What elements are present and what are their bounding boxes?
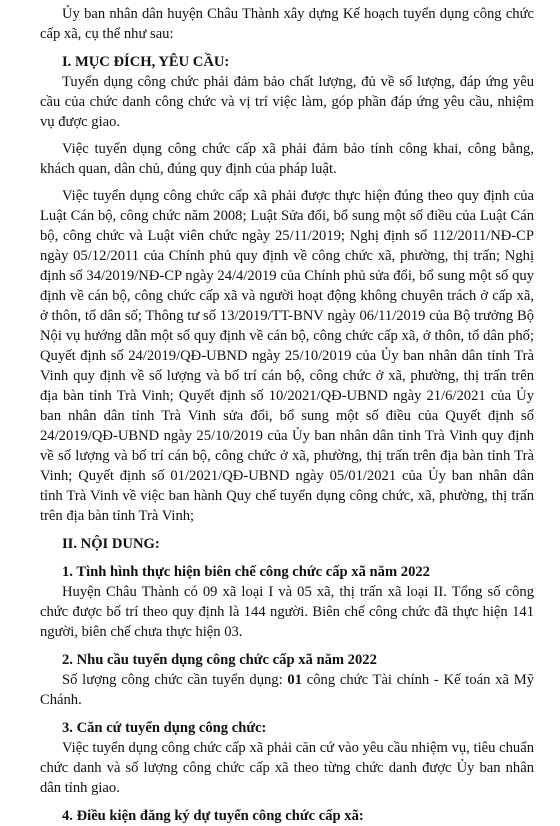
subsection-1-heading: 1. Tình hình thực hiện biên chế công chức cấp xã năm 2022 [62,564,430,580]
section-1-paragraph-3: Việc tuyển dụng công chức cấp xã phải được thực hiện đúng theo quy định của Luật Cán bộ, công chức năm 2008; Luật Sửa đổi, bổ sung một số điều của Luật Cán bộ, công chức và Luật viên chức ngày 25/11/2019; Nghị định số 112/2011/NĐ-CP ngày 05/12/2011 của Chính phủ quy định về công chức xã, phường, thị trấn; Nghị định số 34/2019/NĐ-CP ngày 24/4/2019 của Chính phủ sửa đổi, bổ sung một số quy định về cán bộ, công chức cấp xã và người hoạt động không chuyên trách ở cấp xã, ở thôn, tổ dân số; Thông tư số 13/2019/TT-BNV ngày 06/11/2019 của Bộ trưởng Bộ Nội vụ hướng dẫn một số quy định về cán bộ, công chức cấp xã, ở thôn, tổ dân phố; Quyết định số 24/2019/QĐ-UBND ngày 25/10/2019 của Ủy ban nhân dân tỉnh Trà Vinh quy định về số lượng và bố trí cán bộ, công chức ở xã, phường, thị trấn trên địa bàn tỉnh Trà Vinh; Quyết định số 10/2021/QĐ-UBND ngày 21/6/2021 của Ủy ban nhân dân tỉnh Trà Vinh sửa đổi, bổ sung một số điều của Quyết định số 24/2019/QĐ-UBND ngày 25/10/2019 của Ủy ban nhân dân tỉnh Trà Vinh quy định về số lượng và bố trí cán bộ, công chức ở xã, phường, thị trấn trên địa bàn tỉnh Trà Vinh; Quyết định số 01/2021/QĐ-UBND ngày 05/01/2021 của Ủy ban nhân dân tỉnh Trà Vinh về việc ban hành Quy chế tuyển dụng công chức, xã, phường, thị trấn trên địa bàn tỉnh Trà Vinh; [40,188,534,524]
section-1-heading: I. MỤC ĐÍCH, YÊU CẦU: [62,54,230,70]
intro-paragraph: Ủy ban nhân dân huyện Châu Thành xây dựng Kế hoạch tuyển dụng công chức cấp xã, cụ thể như sau: [40,6,534,42]
section-2-heading: II. NỘI DUNG: [62,536,160,552]
subsection-2-paragraph [40,670,534,710]
subsection-1-paragraph: Huyện Châu Thành có 09 xã loại I và 05 xã, thị trấn xã loại II. Tổng số công chức được bố trí theo quy định là 144 người. Biên chế công chức đã thực hiện 141 người, biên chế chưa thực hiện 03. [40,584,534,640]
subsection-2-heading: 2. Nhu cầu tuyển dụng công chức cấp xã năm 2022 [62,652,377,668]
subsection-3-paragraph: Việc tuyển dụng công chức cấp xã phải căn cứ vào yêu cầu nhiệm vụ, tiêu chuẩn chức danh và số lượng công chức cấp xã theo từng chức danh được Ủy ban nhân dân tỉnh giao. [40,740,534,796]
section-1-paragraph-2: Việc tuyển dụng công chức cấp xã phải đảm bảo tính công khai, công bằng, khách quan, dân chủ, đúng quy định của pháp luật. [40,141,534,177]
subsection-2-text-post: công chức Tài chính - Kế toán xã Mỹ Chánh. [40,672,534,708]
subsection-4-heading: 4. Điều kiện đăng ký dự tuyển công chức cấp xã: [62,808,364,824]
subsection-2-text-pre: Số lượng công chức cần tuyển dụng: [62,672,288,688]
subsection-2-count: 01 [287,672,303,688]
subsection-3-heading: 3. Căn cứ tuyển dụng công chức: [62,720,267,736]
section-1-paragraph-1: Tuyển dụng công chức phải đảm bảo chất lượng, đủ về số lượng, đáp ứng yêu cầu của chức danh công chức và vị trí việc làm, góp phần đáp ứng yêu cầu, nhiệm vụ được giao. [40,74,534,130]
